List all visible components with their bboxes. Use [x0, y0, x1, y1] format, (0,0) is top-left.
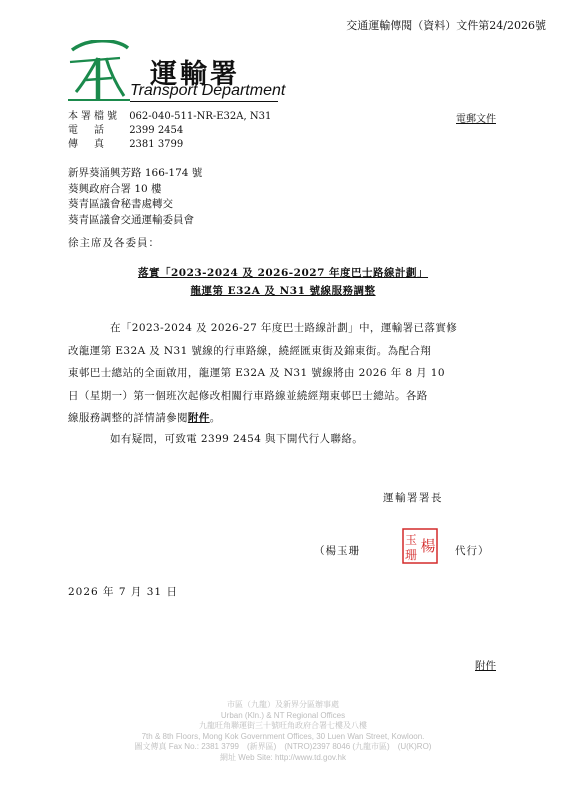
salutation: 徐主席及各委員： — [68, 237, 160, 249]
department-name-english: Transport Department — [130, 82, 286, 99]
address-line: 葵興政府合署 10 樓 — [68, 182, 162, 195]
fax-row — [68, 138, 183, 152]
reference-number-label: 本署檔號 — [68, 111, 120, 122]
body-paragraph-2 — [68, 428, 498, 451]
address-line: 葵青區議會交通運輸委員會 — [68, 213, 194, 226]
footer-line: 市區（九龍）及新界分區辦事處 — [227, 700, 339, 709]
signatory-name: （楊玉珊 — [314, 545, 360, 557]
seal-char: 玉 — [404, 533, 418, 547]
address-line: 葵青區議會秘書處轉交 — [68, 198, 173, 210]
footer-line: 7th & 8th Floors, Mong Kok Government Offices, 30 Luen Wan Street, Kowloon. — [141, 731, 425, 741]
body-line: 東邨巴士總站的全面啟用，龍運第 E32A 及 N31 號線將由 2026 年 8 月 10 — [68, 367, 445, 379]
email-document-tag: 電郵文件 — [456, 114, 496, 125]
telephone-label: 電 話 — [68, 125, 107, 136]
recipient-address — [68, 166, 202, 228]
footer-line: Urban (Kln.) & NT Regional Offices — [220, 710, 346, 720]
signature-seal-icon — [402, 528, 438, 564]
contact-sentence: 如有疑問，可致電 2399 2454 與下開代行人聯絡。 — [110, 433, 364, 445]
body-line: 在「2023-2024 及 2026-27 年度巴士路線計劃」中，運輸署已落實修 — [110, 322, 458, 334]
reference-number-value: 062-040-511-NR-E32A, N31 — [129, 111, 272, 122]
body-paragraph-1 — [68, 317, 498, 430]
telephone-value: 2399 2454 — [129, 125, 184, 136]
body-line: 線服務調整的詳情請參閱附件。 — [68, 412, 221, 424]
logo-divider — [130, 101, 278, 102]
seal-char: 珊 — [404, 548, 418, 562]
department-name-chinese: 運輸署 — [150, 59, 240, 90]
letter-title-line-1: 落實「2023-2024 及 2026-2027 年度巴士路線計劃」 — [137, 267, 429, 279]
body-line: 改龍運第 E32A 及 N31 號線的行車路線，繞經匯東街及錦東街。為配合翔 — [68, 344, 432, 357]
reference-number-row — [68, 110, 271, 124]
letter-title-line-2: 龍運第 E32A 及 N31 號線服務調整 — [190, 285, 376, 297]
letter-date: 2026 年 7 月 31 日 — [68, 586, 178, 598]
signatory-acting: 代行） — [455, 545, 490, 557]
document-reference: 交通運輸傳閱（資料）文件第24/2026號 — [346, 19, 546, 32]
attachment-label[interactable]: 附件 — [475, 660, 496, 672]
footer-line: 圖文傳真 Fax No.: 2381 3799 (新界區) (NTRO)2397 8046 (九龍市區) (U(K)RO) — [134, 742, 432, 751]
address-line: 新界葵涌興芳路 166-174 號 — [68, 167, 203, 179]
footer — [0, 700, 566, 763]
attachment-link[interactable]: 附件 — [187, 412, 210, 424]
seal-char: 楊 — [420, 537, 436, 555]
fax-value: 2381 3799 — [129, 139, 184, 150]
fax-label: 傳 真 — [68, 139, 107, 150]
telephone-row — [68, 124, 183, 138]
footer-line: 九龍旺角聯運街三十號旺角政府合署七樓及八樓 — [199, 721, 367, 730]
signatory-title: 運輸署署長 — [383, 492, 443, 504]
footer-line: 網址 Web Site: http://www.td.gov.hk — [220, 752, 346, 762]
body-line: 日（星期一）第一個班次起修改相關行車路線並繞經翔東邨巴士總站。各路 — [68, 389, 428, 402]
